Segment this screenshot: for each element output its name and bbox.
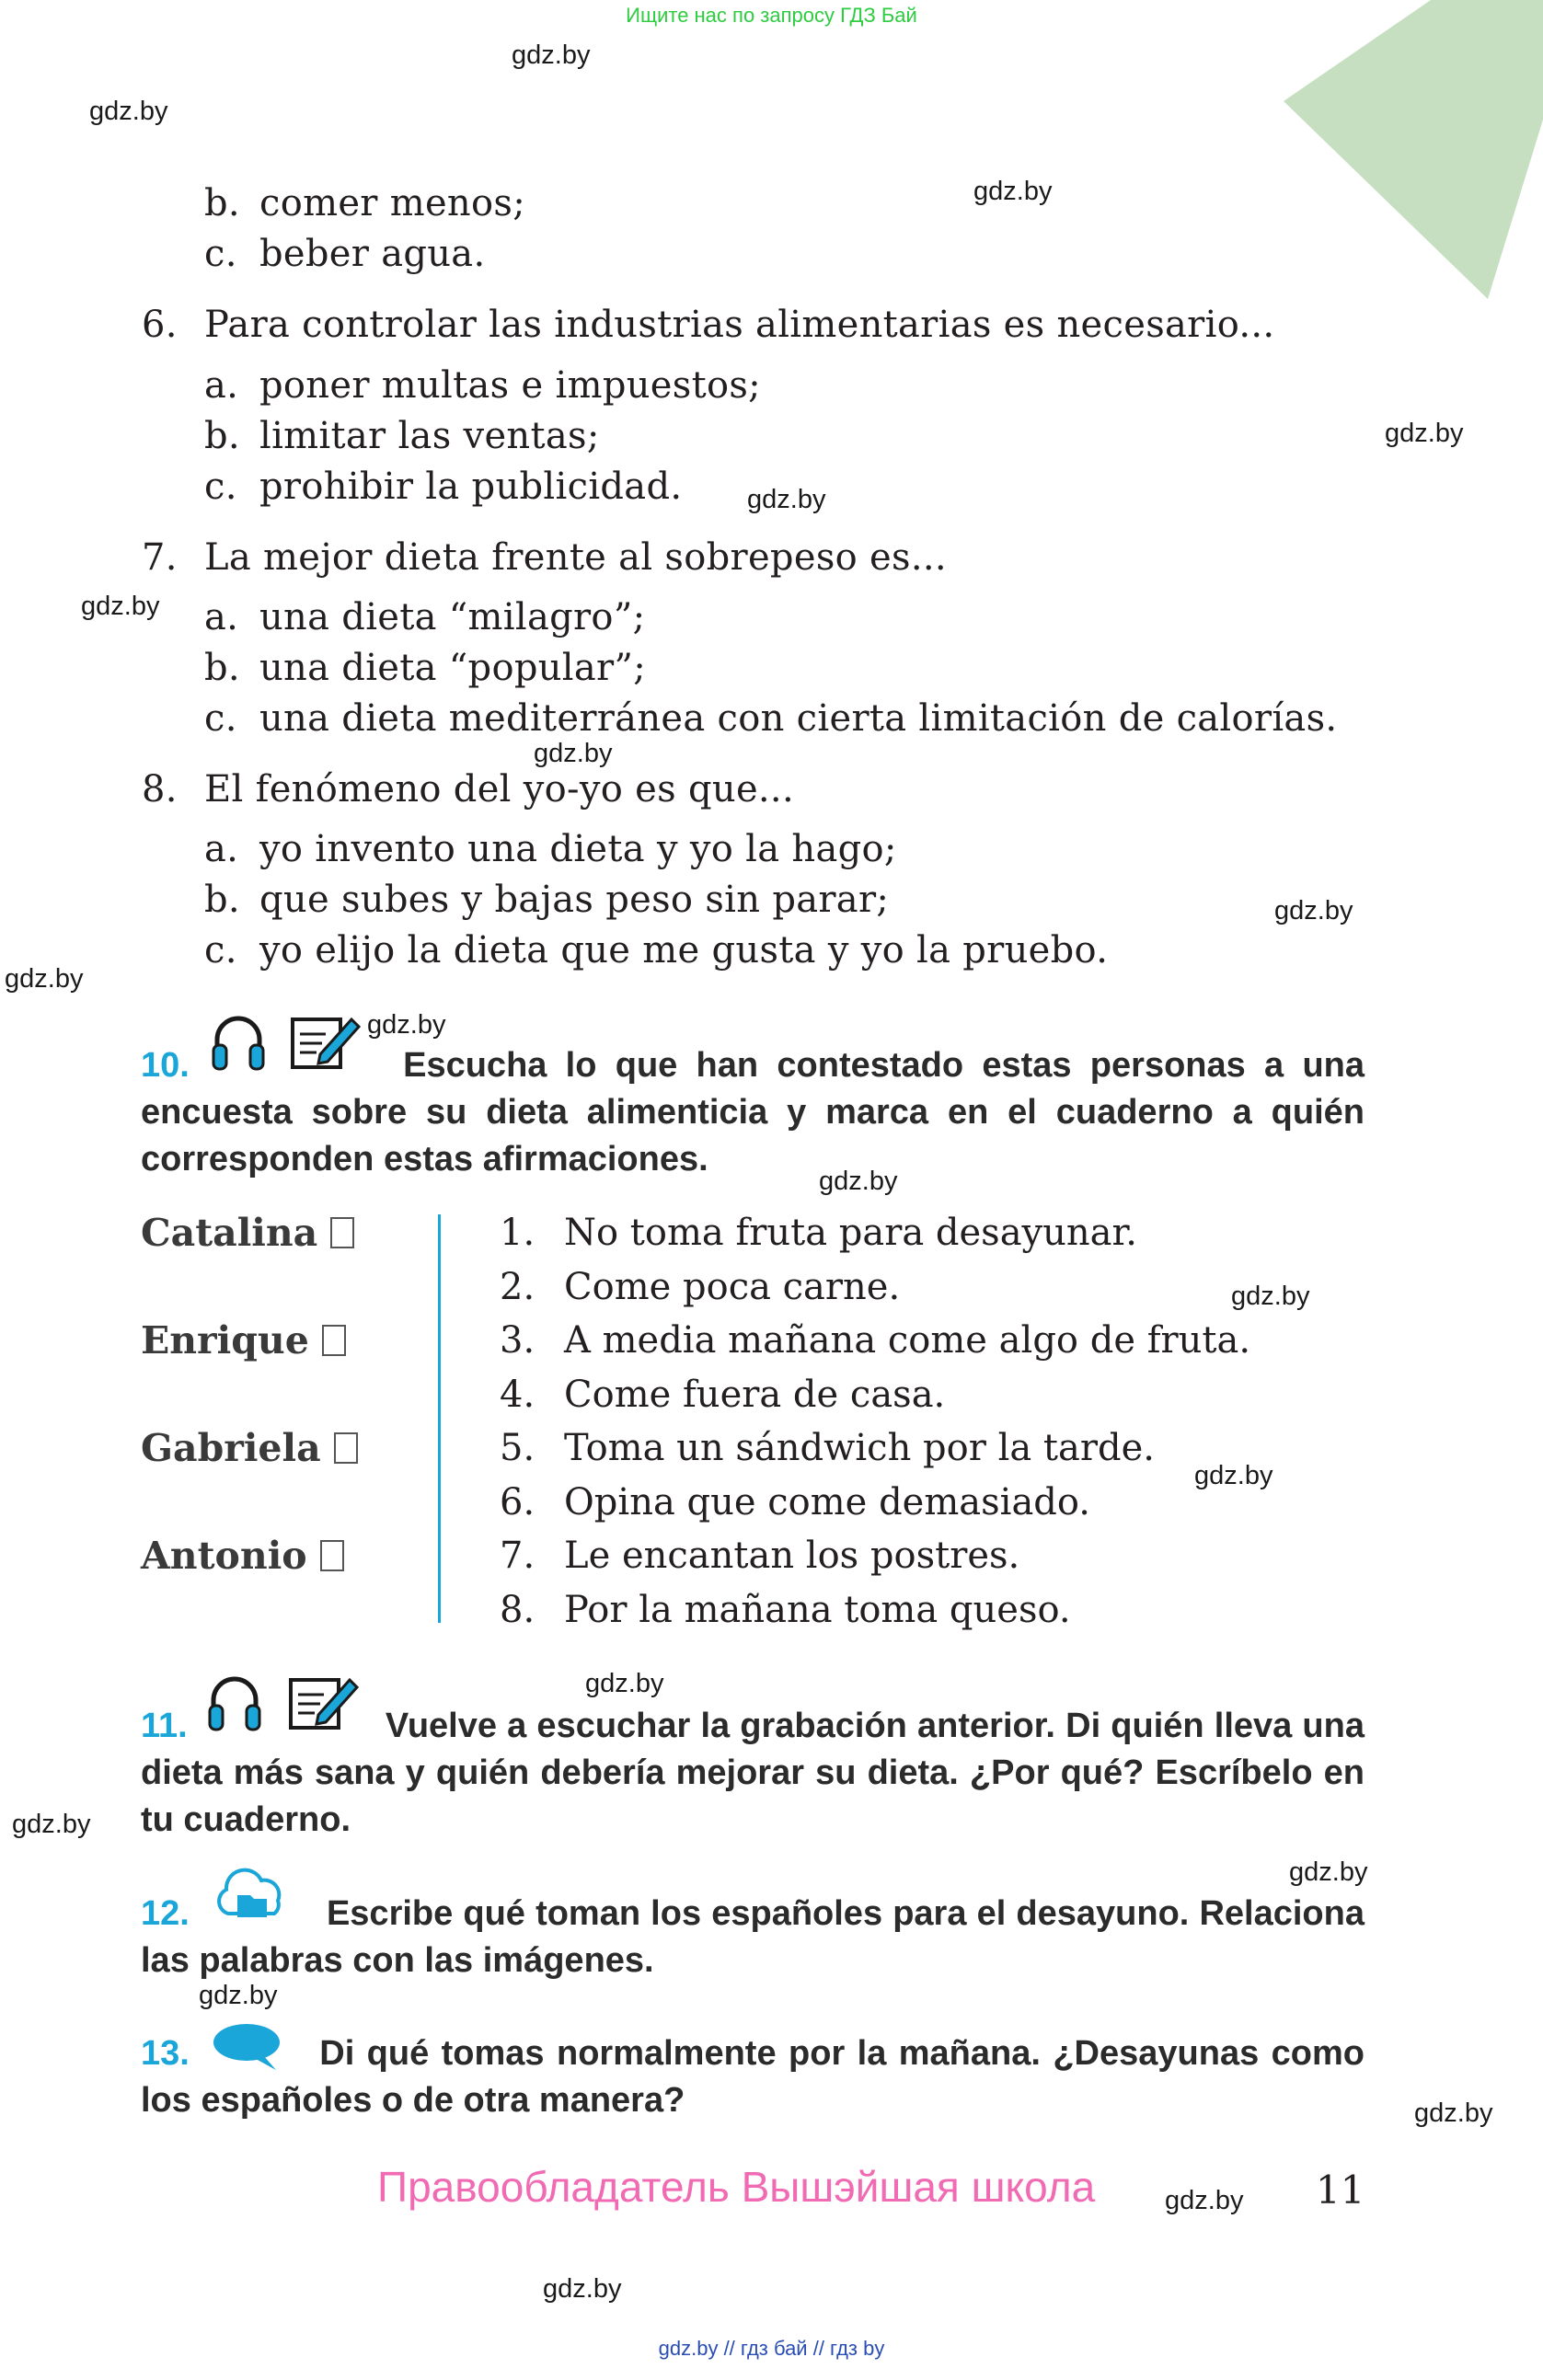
person-name: Enrique — [141, 1318, 346, 1362]
watermark: gdz.by — [1231, 1282, 1310, 1311]
option-letter: b. — [204, 415, 240, 457]
option-letter: b. — [204, 879, 240, 921]
statement-text: A media mañana come algo de fruta. — [564, 1319, 1251, 1362]
option-text: comer menos; — [259, 182, 525, 224]
task-number: 12. — [141, 1894, 190, 1933]
answer-box — [320, 1540, 344, 1571]
watermark: gdz.by — [747, 485, 826, 514]
question-number: 7. — [142, 536, 178, 579]
task-text: Escribe qué toman los españoles para el desayuno. Relaciona las palabras con las imágenes. — [141, 1894, 1365, 1980]
statement-text: Come poca carne. — [564, 1266, 901, 1308]
statement-text: Opina que come demasiado. — [564, 1481, 1090, 1523]
watermark: gdz.by — [1165, 2186, 1244, 2215]
top-banner: Ищите нас по запросу ГДЗ Бай — [626, 4, 917, 27]
rights-holder: Правообладатель Вышэйшая школа — [377, 2163, 1096, 2211]
statement-text: No toma fruta para desayunar. — [564, 1212, 1137, 1254]
watermark: gdz.by — [585, 1669, 664, 1698]
statement-number: 1. — [500, 1212, 535, 1254]
watermark: gdz.by — [1274, 896, 1353, 926]
option-text: que subes y bajas peso sin parar; — [259, 879, 890, 921]
statement-text: Le encantan los postres. — [564, 1535, 1020, 1577]
option-text: beber agua. — [259, 233, 486, 275]
watermark: gdz.by — [512, 40, 591, 70]
statement-number: 3. — [500, 1319, 535, 1362]
answer-box — [322, 1325, 346, 1356]
option-letter: c. — [204, 233, 237, 275]
question-text: Para controlar las industrias alimentarias es necesario... — [204, 304, 1275, 346]
option-letter: c. — [204, 697, 237, 740]
task-text: Escucha lo que han contestado estas personas a una encuesta sobre su dieta alimenticia y marca en el cuaderno a quién corresponden estas afirmaciones. — [141, 1046, 1365, 1179]
watermark: gdz.by — [367, 1010, 446, 1040]
watermark: gdz.by — [89, 97, 168, 126]
bottom-banner: gdz.by // гдз бай // гдз by — [658, 2337, 885, 2360]
watermark: gdz.by — [1385, 419, 1464, 448]
task-text: Vuelve a escuchar la grabación anterior. Di quién lleva una dieta más sana y quién debería mejorar su dieta. ¿Por qué? Escríbelo en tu cuaderno. — [141, 1707, 1365, 1839]
statement-number: 8. — [500, 1589, 535, 1631]
watermark: gdz.by — [5, 964, 84, 994]
task-11-instruction — [141, 1703, 1365, 1844]
corner-decoration — [1284, 0, 1543, 304]
statement-number: 6. — [500, 1481, 535, 1523]
option-letter: a. — [204, 596, 239, 638]
option-text: prohibir la publicidad. — [259, 466, 683, 508]
watermark: gdz.by — [1414, 2098, 1493, 2128]
watermark: gdz.by — [543, 2274, 622, 2304]
watermark: gdz.by — [1194, 1461, 1273, 1490]
statement-number: 5. — [500, 1427, 535, 1469]
task-number: 11. — [141, 1707, 188, 1745]
question-text: El fenómeno del yo-yo es que... — [204, 768, 794, 811]
option-letter: a. — [204, 828, 239, 870]
option-letter: b. — [204, 647, 240, 689]
task-13-instruction — [141, 2030, 1365, 2124]
person-name: Gabriela — [141, 1426, 358, 1470]
question-number: 8. — [142, 768, 178, 811]
option-letter: a. — [204, 364, 239, 407]
option-text: poner multas e impuestos; — [259, 364, 761, 407]
watermark: gdz.by — [12, 1810, 91, 1839]
statement-number: 4. — [500, 1374, 535, 1416]
option-text: una dieta “popular”; — [259, 647, 646, 689]
option-letter: b. — [204, 182, 240, 224]
watermark: gdz.by — [534, 739, 613, 768]
task-10-instruction — [141, 1042, 1365, 1183]
statement-text: Toma un sándwich por la tarde. — [564, 1427, 1155, 1469]
question-text: La mejor dieta frente al sobrepeso es... — [204, 536, 947, 579]
watermark: gdz.by — [199, 1981, 278, 2010]
page-number: 11 — [1316, 2167, 1365, 2213]
person-name: Antonio — [141, 1534, 344, 1578]
task-text: Di qué tomas normalmente por la mañana. ¿Desayunas como los españoles o de otra manera? — [141, 2034, 1365, 2120]
divider-line — [438, 1214, 441, 1623]
option-text: una dieta mediterránea con cierta limitación de calorías. — [259, 697, 1338, 740]
watermark: gdz.by — [1289, 1857, 1368, 1887]
option-text: limitar las ventas; — [259, 415, 600, 457]
answer-box — [334, 1432, 358, 1464]
watermark: gdz.by — [81, 592, 160, 621]
option-text: yo elijo la dieta que me gusta y yo la pruebo. — [259, 929, 1109, 972]
statement-number: 7. — [500, 1535, 535, 1577]
watermark: gdz.by — [819, 1167, 898, 1196]
option-letter: c. — [204, 929, 237, 972]
statement-text: Por la mañana toma queso. — [564, 1589, 1071, 1631]
task-number: 13. — [141, 2034, 190, 2073]
task-number: 10. — [141, 1046, 190, 1085]
statement-text: Come fuera de casa. — [564, 1374, 946, 1416]
option-letter: c. — [204, 466, 237, 508]
watermark: gdz.by — [973, 177, 1053, 206]
option-text: una dieta “milagro”; — [259, 596, 646, 638]
question-number: 6. — [142, 304, 178, 346]
answer-box — [330, 1217, 354, 1248]
statement-number: 2. — [500, 1266, 535, 1308]
person-name: Catalina — [141, 1211, 354, 1255]
task-12-instruction — [141, 1891, 1365, 1984]
option-text: yo invento una dieta y yo la hago; — [259, 828, 897, 870]
